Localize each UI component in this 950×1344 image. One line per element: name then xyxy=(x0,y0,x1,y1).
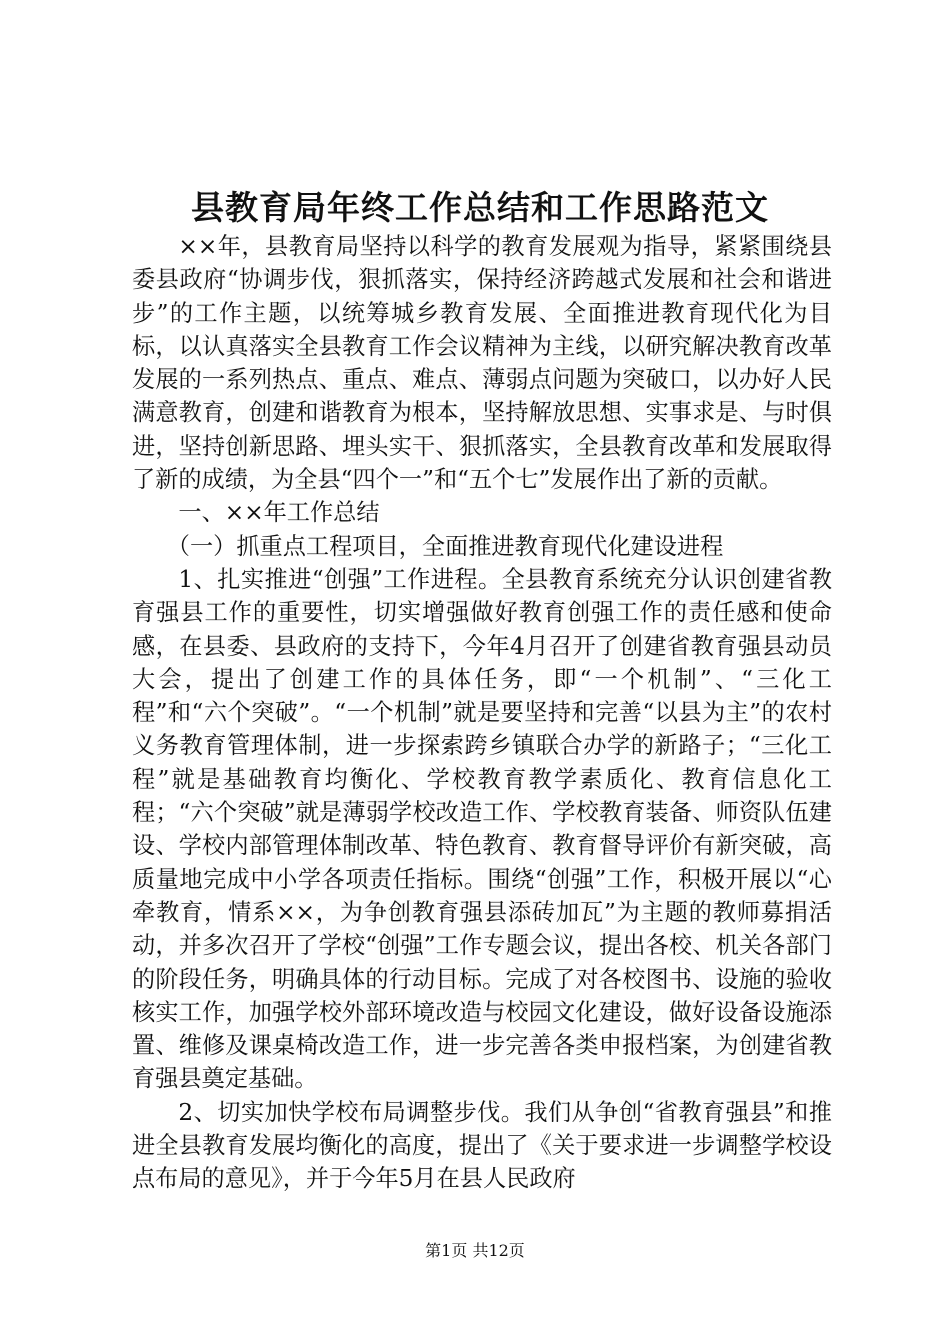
body-paragraph: 2、切实加快学校布局调整步伐。我们从争创“省教育强县”和推进全县教育发展均衡化的高度，提出了《关于要求进一步调整学校设点布局的意见》，并于今年5月在县人民政府 xyxy=(132,1098,832,1193)
document-title: 县教育局年终工作总结和工作思路范文 xyxy=(191,188,769,227)
body-paragraph: 1、扎实推进“创强”工作进程。全县教育系统充分认识创建省教育强县工作的重要性，切实增强做好教育创强工作的责任感和使命感，在县委、县政府的支持下，今年4月召开了创建省教育强县动员大会，提出了创建工作的具体任务，即“一个机制”、“三化工程”和“六个突破”。“一个机制”就是要坚持和完善“以县为主”的农村义务教育管理体制，进一步探索跨乡镇联合办学的新路子；“三化工程”就是基础教育均衡化、学校教育教学素质化、教育信息化工程；“六个突破”就是薄弱学校改造工作、学校教育装备、师资队伍建设、学校内部管理体制改革、特色教育、教育督导评价有新突破，高质量地完成中小学各项责任指标。围绕“创强”工作，积极开展以“心牵教育，情系××，为争创教育强县添砖加瓦”为主题的教师募捐活动，并多次召开了学校“创强”工作专题会议，提出各校、机关各部门的阶段任务，明确具体的行动目标。完成了对各校图书、设施的验收核实工作，加强学校外部环境改造与校园文化建设，做好设备设施添置、维修及课桌椅改造工作，进一步完善各类申报档案，为创建省教育强县奠定基础。 xyxy=(132,565,832,1093)
intro-paragraph: ××年，县教育局坚持以科学的教育发展观为指导，紧紧围绕县委县政府“协调步伐，狠抓落实，保持经济跨越式发展和社会和谐进步”的工作主题，以统筹城乡教育发展、全面推进教育现代化为目标，以认真落实全县教育工作会议精神为主线，以研究解决教育改革发展的一系列热点、重点、难点、薄弱点问题为突破口，以办好人民满意教育，创建和谐教育为根本，坚持解放思想、实事求是、与时俱进，坚持创新思路、埋头实干、狠抓落实，全县教育改革和发展取得了新的成绩，为全县“四个一”和“五个七”发展作出了新的贡献。 xyxy=(132,233,832,494)
section-heading: 一、××年工作总结 xyxy=(178,499,380,527)
document-body xyxy=(132,230,832,1196)
page-footer: 第1页 共12页 xyxy=(425,1241,525,1260)
subsection-heading: （一）抓重点工程项目，全面推进教育现代化建设进程 xyxy=(166,532,724,560)
